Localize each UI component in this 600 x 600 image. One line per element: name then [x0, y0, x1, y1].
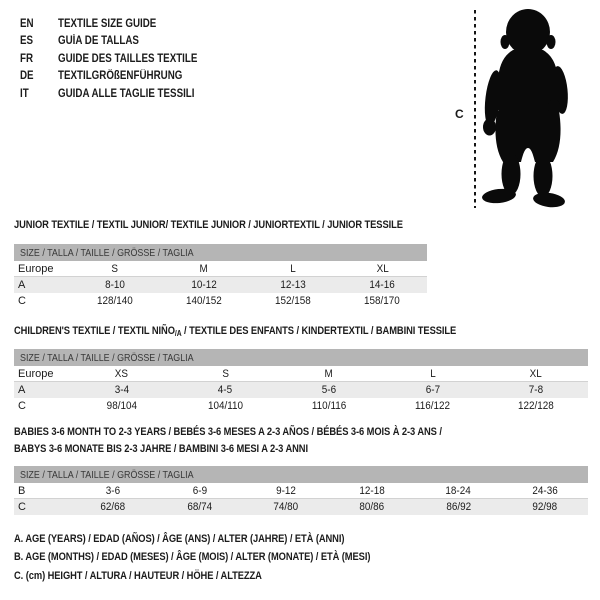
size-value: XL	[530, 367, 543, 380]
size-cell	[338, 295, 427, 307]
size-cell	[159, 279, 248, 291]
language-title: GUIDE DES TAILLES TEXTILE	[58, 52, 198, 65]
size-value: 128/140	[96, 295, 133, 307]
size-value: L	[290, 262, 296, 275]
language-title: GUÍA DE TALLAS	[58, 35, 139, 48]
size-cell	[381, 400, 485, 412]
size-value: 9-12	[275, 484, 296, 497]
size-cell	[329, 501, 415, 513]
footnote-legend	[14, 533, 433, 588]
size-cell	[502, 485, 588, 497]
size-value: 140/152	[185, 295, 222, 307]
size-value: 116/122	[415, 400, 451, 412]
language-row	[20, 33, 222, 51]
row-label: A	[18, 279, 26, 291]
table-row	[14, 261, 427, 277]
children-size-table	[14, 349, 588, 414]
size-value: 68/74	[187, 501, 212, 513]
size-cell	[277, 400, 381, 412]
size-cell	[415, 485, 501, 497]
title-text: CHILDREN'S TEXTILE / TEXTIL NIÑO	[14, 325, 175, 337]
title-line: BABIES 3-6 MONTH TO 2-3 YEARS / BEBÉS 3-6 MESES A 2-3 AÑOS / BÉBÉS 3-6 MOIS À 2-3 ANS /	[14, 426, 442, 438]
language-row	[20, 85, 222, 103]
size-value: 5-6	[321, 384, 337, 396]
size-value: 12-13	[280, 279, 306, 291]
language-row	[20, 15, 222, 33]
size-value: 122/128	[518, 400, 555, 412]
size-value: 6-7	[425, 384, 440, 396]
row-label: Europe	[18, 367, 54, 380]
row-label: C	[18, 501, 26, 513]
size-value: 92/98	[532, 501, 558, 513]
size-cell	[381, 368, 485, 380]
size-cell	[277, 368, 381, 380]
size-value: 74/80	[273, 501, 299, 513]
section-junior-textile	[14, 217, 472, 307]
height-measure-label: C	[455, 107, 464, 121]
size-cell	[70, 501, 156, 513]
size-cell	[249, 279, 338, 291]
language-row	[20, 68, 222, 86]
title-text: / TEXTILE DES ENFANTS / KINDERTEXTIL / BAMBINI TESSILE	[181, 325, 457, 337]
table-header-bar	[14, 244, 427, 261]
size-cell	[249, 263, 338, 275]
language-code: FR	[20, 52, 34, 65]
size-cell	[159, 295, 248, 307]
size-value: M	[199, 262, 208, 275]
table-row	[14, 277, 427, 293]
language-code: ES	[20, 35, 34, 48]
size-value: 18-24	[445, 484, 472, 497]
title-line: JUNIOR TEXTILE / TEXTIL JUNIOR/ TEXTILE JUNIOR / JUNIORTEXTIL / JUNIOR TESSILE	[14, 219, 403, 231]
size-cell	[484, 400, 588, 412]
size-cell	[249, 295, 338, 307]
size-cell	[338, 263, 427, 275]
language-title: TEXTILGRÖßENFÜHRUNG	[58, 70, 183, 83]
size-cell	[243, 485, 329, 497]
table-row	[14, 366, 588, 382]
size-value: 6-9	[192, 484, 207, 497]
junior-size-table	[14, 244, 427, 309]
language-title: TEXTILE SIZE GUIDE	[58, 17, 157, 30]
size-cell	[70, 279, 159, 291]
row-label: Europe	[18, 262, 54, 275]
size-cell	[174, 368, 278, 380]
size-value: XS	[115, 367, 129, 380]
size-cell	[502, 501, 588, 513]
row-label: B	[18, 484, 26, 497]
size-cell	[484, 384, 588, 396]
table-row	[14, 398, 588, 414]
title-line: BABYS 3-6 MONATE BIS 2-3 JAHRE / BAMBINI 3-6 MESI A 2-3 ANNI	[14, 443, 308, 455]
height-dashed-line	[474, 10, 476, 208]
size-value: 8-10	[104, 279, 125, 291]
language-row	[20, 50, 222, 68]
footnote-line	[14, 551, 433, 569]
size-cell	[329, 485, 415, 497]
size-value: 3-6	[105, 484, 121, 497]
table-header-bar	[14, 466, 588, 483]
footnote-text: C. (cm) HEIGHT / ALTURA / HAUTEUR / HÖHE / ALTEZZA	[14, 569, 262, 582]
row-label: C	[18, 295, 26, 307]
language-title: GUIDA ALLE TAGLIE TESSILI	[58, 87, 195, 100]
size-cell	[338, 279, 427, 291]
size-cell	[156, 501, 242, 513]
size-cell	[70, 400, 174, 412]
table-header-text: SIZE / TALLA / TAILLE / GRÖSSE / TAGLIA	[20, 468, 194, 481]
table-header-text: SIZE / TALLA / TAILLE / GRÖSSE / TAGLIA	[20, 351, 194, 364]
size-value: 4-5	[218, 384, 233, 396]
size-value: 7-8	[529, 384, 544, 396]
table-row	[14, 382, 588, 398]
table-row	[14, 499, 588, 515]
size-value: 98/104	[106, 400, 137, 412]
row-label: A	[18, 384, 26, 396]
footnote-line	[14, 533, 433, 551]
table-header-text: SIZE / TALLA / TAILLE / GRÖSSE / TAGLIA	[20, 246, 194, 259]
language-title-list	[20, 15, 222, 103]
size-cell	[277, 384, 381, 396]
size-cell	[484, 368, 588, 380]
toddler-silhouette-icon	[481, 8, 573, 208]
table-row	[14, 293, 427, 309]
size-cell	[174, 384, 278, 396]
table-row	[14, 483, 588, 499]
size-value: 110/116	[311, 400, 347, 412]
size-cell	[381, 384, 485, 396]
size-cell	[70, 384, 174, 396]
size-cell	[70, 263, 159, 275]
size-value: 86/92	[446, 501, 471, 513]
size-value: 158/170	[364, 295, 401, 307]
size-value: M	[324, 367, 334, 380]
size-value: 3-4	[114, 384, 129, 396]
size-cell	[415, 501, 501, 513]
footnote-text: B. AGE (MONTHS) / EDAD (MESES) / ÂGE (MOIS) / ALTER (MONATE) / ETÀ (MESI)	[14, 551, 371, 564]
size-value: 152/158	[275, 295, 312, 307]
footnote-line	[14, 570, 433, 588]
section-babies-textile	[14, 424, 558, 513]
section-title	[14, 424, 517, 458]
size-value: 62/68	[100, 501, 126, 513]
size-cell	[156, 485, 242, 497]
size-value: L	[429, 367, 436, 380]
size-value: 12-18	[359, 484, 385, 497]
table-header-bar	[14, 349, 588, 366]
size-value: 24-36	[532, 484, 558, 497]
size-value: S	[222, 367, 229, 380]
language-code: EN	[20, 17, 34, 30]
footnote-text: A. AGE (YEARS) / EDAD (AÑOS) / ÂGE (ANS) / ALTER (JAHRE) / ETÀ (ANNI)	[14, 533, 345, 545]
size-value: S	[111, 262, 118, 275]
size-cell	[243, 501, 329, 513]
size-value: 14-16	[369, 279, 396, 291]
size-value: 104/110	[207, 400, 243, 412]
babies-size-table	[14, 466, 588, 515]
language-code: DE	[20, 70, 34, 83]
size-value: XL	[376, 262, 389, 275]
language-code: IT	[20, 87, 29, 100]
section-title	[14, 323, 534, 342]
size-cell	[174, 400, 278, 412]
size-value: 80/86	[359, 501, 385, 513]
size-cell	[70, 295, 159, 307]
size-cell	[70, 368, 174, 380]
size-cell	[159, 263, 248, 275]
section-childrens-textile	[14, 323, 555, 412]
size-value: 10-12	[191, 279, 217, 291]
size-cell	[70, 485, 156, 497]
title-subscript: /A	[174, 329, 182, 338]
row-label: C	[18, 400, 26, 412]
section-title	[14, 217, 472, 234]
